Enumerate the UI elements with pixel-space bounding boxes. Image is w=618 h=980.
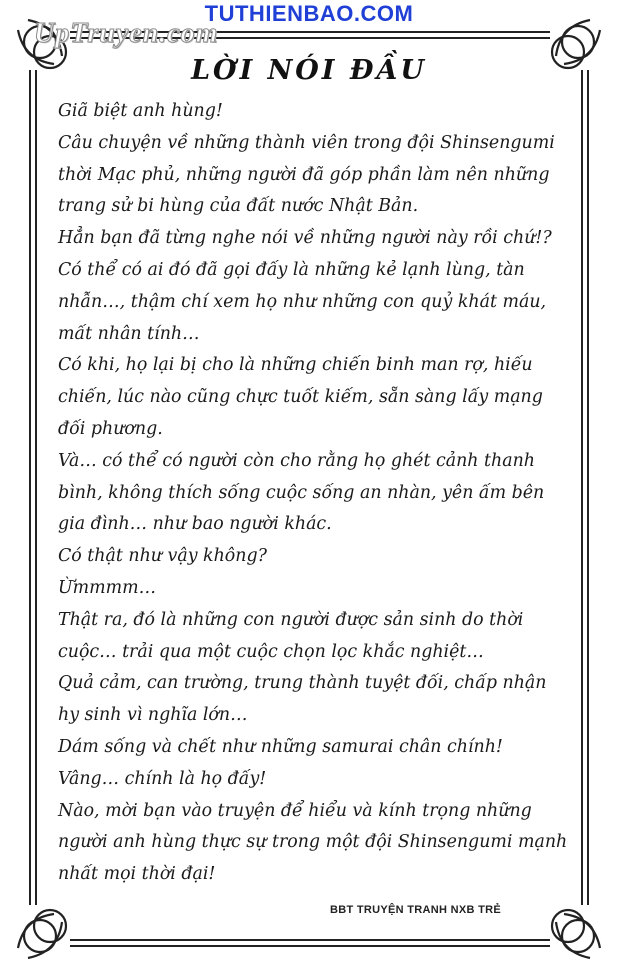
body-line: trang sử bi hùng của đất nước Nhật Bản. [58, 196, 419, 217]
body-line: Có thật như vậy không? [58, 546, 267, 567]
credit-line: BBT TRUYỆN TRANH NXB TRẺ [330, 904, 501, 916]
body-line: mất nhân tính… [58, 323, 200, 344]
body-line: Vâng… chính là họ đấy! [58, 768, 267, 789]
body-line: thời Mạc phủ, những người đã góp phần làm nên những [58, 164, 550, 185]
body-line: gia đình… như bao người khác. [58, 514, 332, 535]
body-line: Ừmmmm… [58, 577, 157, 598]
body-line: nhất mọi thời đại! [58, 864, 216, 885]
logo-watermark: UpTruyen.com [34, 18, 219, 49]
body-line: Có thể có ai đó đã gọi đấy là những kẻ lạnh lùng, tàn [58, 259, 525, 280]
body-line: người anh hùng thực sự trong một đội Shinsengumi mạnh [58, 832, 568, 853]
body-line: Hẳn bạn đã từng nghe nói về những người này rồi chứ!? [58, 228, 552, 249]
body-line: đối phương. [58, 418, 163, 439]
body-line: Thật ra, đó là những con người được sản sinh do thời [58, 609, 524, 630]
body-line: Dám sống và chết như những samurai chân chính! [58, 736, 503, 757]
body-line: Giã biệt anh hùng! [58, 101, 223, 121]
page-title: LỜI NÓI ĐẦU [191, 55, 427, 86]
body-line: cuộc… trải qua một cuộc chọn lọc khắc nghiệt… [58, 641, 484, 662]
preface-body [58, 96, 578, 891]
body-line: Nào, mời bạn vào truyện để hiểu và kính trọng những [58, 800, 532, 821]
body-line: bình, không thích sống cuộc sống an nhàn, yên ấm bên [58, 482, 545, 503]
body-line: nhẫn…, thậm chí xem họ như những con quỷ khát máu, [58, 291, 547, 312]
body-line: hy sinh vì nghĩa lớn… [58, 705, 248, 726]
body-line: Và… có thể có người còn cho rằng họ ghét cảnh thanh [58, 450, 535, 471]
body-line: Câu chuyện về những thành viên trong đội Shinsengumi [58, 132, 555, 153]
site-watermark: TUTHIENBAO.COM [204, 1, 414, 26]
body-line: Có khi, họ lại bị cho là những chiến binh man rợ, hiếu [58, 355, 533, 376]
body-line: chiến, lúc nào cũng chực tuốt kiếm, sẵn sàng lấy mạng [58, 387, 543, 408]
body-line: Quả cảm, can trường, trung thành tuyệt đối, chấp nhận [58, 673, 547, 694]
